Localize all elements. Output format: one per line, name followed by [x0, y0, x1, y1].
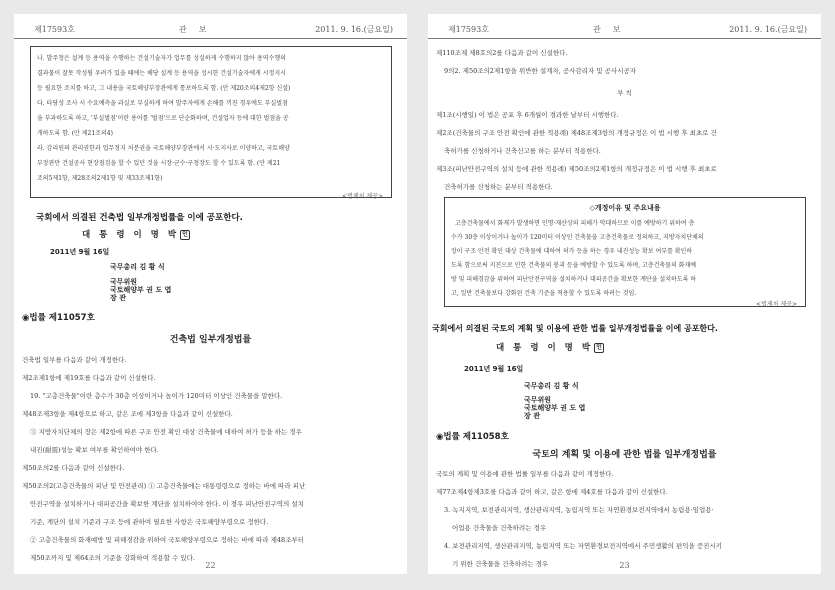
- body-line: 9의2. 제50조의2제1항을 위반한 설계자, 공사감리자 및 공사시공자: [444, 67, 637, 75]
- box-line: 조의5제1항, 제28조의2제1항 및 제33조제1항): [37, 175, 163, 182]
- box-line: 등 필요한 조치를 하고, 그 내용을 국토해양부장관에게 통보하도록 함. (안 제20조의4제2항 신설): [37, 85, 291, 92]
- body-line: 어업용 건축물을 건축하려는 경우: [452, 524, 547, 532]
- body-line: 기 위한 건축물을 건축하려는 경우: [452, 560, 549, 568]
- body-line: 국토의 계획 및 이용에 관한 법률 일부를 다음과 같이 개정한다.: [436, 470, 614, 478]
- body-line: 제2조제1항에 제19호를 다음과 같이 신설한다.: [22, 374, 156, 382]
- gazette-title: 관보: [593, 25, 633, 34]
- page-number: 23: [619, 561, 630, 570]
- issue-number: 제17593호: [34, 25, 75, 34]
- prime-minister: 국무총리 김 황 식: [524, 382, 579, 390]
- signing-date: 2011년 9월 16일: [50, 248, 110, 256]
- box-source: <법제처 제공>: [342, 193, 383, 200]
- minister-label: 국무위원: [110, 278, 138, 286]
- addenda-line: 제1조(시행일) 이 법은 공포 후 6개월이 경과한 날부터 시행한다.: [436, 111, 619, 119]
- body-line: 제50조까지 및 제64조의 기준을 강화하여 적용할 수 있다.: [30, 554, 195, 562]
- prime-minister: 국무총리 김 황 식: [110, 263, 165, 271]
- left-page: [14, 14, 407, 574]
- addenda-line: 제2조(건축물의 구조 안전 확인에 관한 적용례) 제48조제3항의 개정규정은 이 법 시행 후 최초로 건: [436, 129, 717, 137]
- reason-line: 고, 일반 건축물보다 강화된 건축 기준을 적용할 수 있도록 하려는 것임.: [451, 290, 637, 297]
- law-title: 국토의 계획 및 이용에 관한 법률 일부개정법률: [532, 450, 717, 460]
- page-header: [14, 14, 407, 39]
- reason-line: 장이 구조 안전 확인 대상 건축물에 대하여 허가 등을 하는 경우 내진성능 확보 여부를 확인하: [451, 248, 693, 255]
- law-title: 건축법 일부개정법률: [169, 335, 252, 345]
- summary-box: [30, 46, 392, 198]
- minister-name: 국토해양부 권 도 엽: [524, 404, 586, 412]
- reason-line: 수가 30층 이상이거나 높이가 120미터 이상인 건축물을 고층건축물로 정의하고, 지방자치단체의: [451, 234, 704, 241]
- body-line: 내진(耐震)성능 확보 여부를 확인하여야 한다.: [30, 446, 159, 454]
- box-line: 부장관만 건설공사 현장점검을 할 수 있던 것을 시장·군수·구청장도 할 수 있도록 함. (안 제21: [37, 160, 281, 167]
- body-line: 안전구역을 설치하거나 대피공간을 확보한 계단을 설치하여야 한다. 이 경우 피난안전구역의 설치: [30, 500, 304, 508]
- addenda-label: 부 칙: [617, 89, 632, 97]
- addenda-line: 축허가를 신청하거나 건축신고를 하는 분부터 적용한다.: [444, 147, 601, 155]
- body-line: 건축법 일부를 다음과 같이 개정한다.: [22, 356, 127, 364]
- reason-box: [444, 197, 806, 307]
- law-number: ◉법률 제11057호: [22, 313, 95, 323]
- reason-line: 고층건축물에서 화재가 발생하면 인명·재산상의 피해가 막대하므로 이를 예방하기 위하여 층: [455, 220, 695, 227]
- addenda-line: 건축허가를 신청하는 분부터 적용한다.: [444, 183, 553, 191]
- body-line: ③ 지방자치단체의 장은 제2항에 따른 구조 안전 확인 대상 건축물에 대하여 허가 등을 하는 경우: [30, 428, 302, 436]
- signing-date: 2011년 9월 16일: [464, 365, 524, 373]
- gazette-title: 관보: [179, 25, 219, 34]
- seal-icon: 인: [180, 230, 190, 240]
- body-line: 19. "고층건축물"이란 층수가 30층 이상이거나 높이가 120미터 이상인 건축물을 말한다.: [30, 392, 283, 400]
- proclamation: 국회에서 의결된 국토의 계획 및 이용에 관한 법률 일부개정법률을 이에 공포한다.: [432, 324, 718, 333]
- body-line: ② 고층건축물의 화재예방 및 피해경감을 위하여 국토해양부령으로 정하는 바에 따라 제48조부터: [30, 536, 305, 544]
- page-header: [428, 14, 821, 39]
- body-line: 3. 녹지지역, 보전관리지역, 생산관리지역, 농림지역 또는 자연환경보전지역에서 농림용·임업용·: [444, 506, 714, 514]
- minister-label: 국무위원: [524, 396, 552, 404]
- minister-name: 국토해양부 권 도 엽: [110, 286, 172, 294]
- minister-title: 장 관: [110, 294, 126, 302]
- body-line: 제110조제 제8호의2를 다음과 같이 신설한다.: [436, 49, 568, 57]
- addenda-line: 제3조(피난안전구역의 설치 등에 관한 적용례) 제50조의2제1항의 개정규정은 이 법 시행 후 최초로: [436, 165, 717, 173]
- body-line: 제50조의2(고층건축물의 피난 및 안전관리) ① 고층건축물에는 대통령령으로 정하는 바에 따라 피난: [22, 482, 306, 490]
- reason-line: 도록 함으로써 지진으로 인한 건축물의 붕괴 등을 예방할 수 있도록 하며, 고층건축물의 화재예: [451, 262, 697, 269]
- reason-title: ◇개정이유 및 주요내용: [589, 204, 661, 212]
- box-line: 라. 감리원의 관리권한과 업무정지 처분권을 국토해양부장관에서 시·도지사로 이양하고, 국토해양: [37, 145, 290, 152]
- box-line: 나. 발주청은 설계 등 용역을 수행하는 건설기술자가 업무를 성실하게 수행하지 않아 용역수행의: [37, 55, 286, 62]
- body-line: 제48조제3항을 제4항으로 하고, 같은 조에 제3항을 다음과 같이 신설한다.: [22, 410, 233, 418]
- body-line: 기준, 계단의 설치 기준과 구조 등에 관하여 필요한 사항은 국토해양부령으로 정한다.: [30, 518, 269, 526]
- minister-title: 장 관: [524, 412, 540, 420]
- president-line: 대 통 령 이 명 박 인: [496, 341, 604, 353]
- issue-date: 2011. 9. 16.(금요일): [729, 25, 807, 34]
- reason-source: <법제처 제공>: [756, 301, 797, 308]
- seal-icon: 인: [594, 343, 604, 353]
- law-number: ◉법률 제11058호: [436, 432, 509, 442]
- president-line: 대 통 령 이 명 박 인: [82, 228, 190, 240]
- box-line: 다. 타당성 조사 시 수요예측을 과실로 부실하게 하여 발주자에게 손해를 끼친 경우에도 부실벌점: [37, 100, 288, 107]
- issue-date: 2011. 9. 16.(금요일): [315, 25, 393, 34]
- box-line: 을 부과하도록 하고, '부실벌점'이란 용어를 '벌점'으로 단순화하며, 건설업자 등에 대한 벌점을 공: [37, 115, 289, 122]
- issue-number: 제17593호: [448, 25, 489, 34]
- box-line: 결과물이 잘못 작성될 우려가 있을 때에는 해당 설계 등 용역을 성시한 건설기술자에게 시정지시: [37, 70, 286, 77]
- body-line: 4. 보전관리지역, 생산관리지역, 농림지역 또는 자연환경보전지역에서 주민생활의 편익을 증진시키: [444, 542, 723, 550]
- proclamation: 국회에서 의결된 건축법 일부개정법률을 이에 공포한다.: [36, 213, 243, 223]
- right-page: [428, 14, 821, 574]
- box-line: 개하도록 함. (안 제21조의4): [37, 130, 113, 137]
- page-number: 22: [205, 561, 216, 570]
- reason-line: 방 및 피해경감을 위하여 피난안전구역을 설치하거나 대피공간을 확보한 계단을 설치하도록 하: [451, 276, 697, 283]
- body-line: 제77조제4항제3호를 다음과 같이 하고, 같은 항에 제4호를 다음과 같이 신설한다.: [436, 488, 668, 496]
- body-line: 제50조의2를 다음과 같이 신설한다.: [22, 464, 125, 472]
